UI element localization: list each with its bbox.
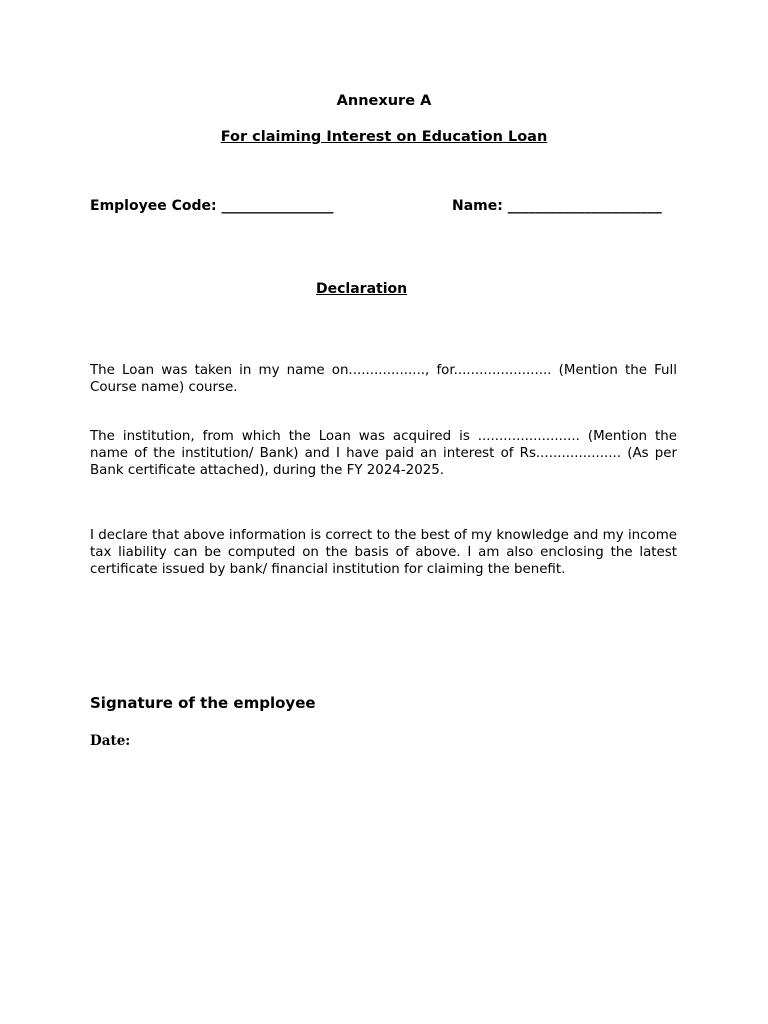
institution-paragraph: The institution, from which the Loan was acquired is ........................ (Mention the name of the institution/ Bank) and I have paid an interest of Rs.................... (As per Bank certificate attached), during the FY 2024-2025. [90,429,677,478]
loan-details-paragraph: The Loan was taken in my name on.................., for....................... (Mention the Full Course name) course. [90,363,677,395]
date-label: Date: [90,733,131,749]
declaration-heading: Declaration [316,281,408,297]
employee-code-field: Employee Code: ________________ [90,198,334,214]
employee-name-field: Name: ______________________ [452,198,662,214]
declaration-paragraph: I declare that above information is correct to the best of my knowledge and my income tax liability can be computed on the basis of above. I am also enclosing the latest certificate issued by bank/ financial institution for claiming the benefit. [90,528,677,577]
signature-label: Signature of the employee [90,694,316,712]
annexure-title: Annexure A [336,93,432,109]
document-subtitle: For claiming Interest on Education Loan [220,129,548,145]
